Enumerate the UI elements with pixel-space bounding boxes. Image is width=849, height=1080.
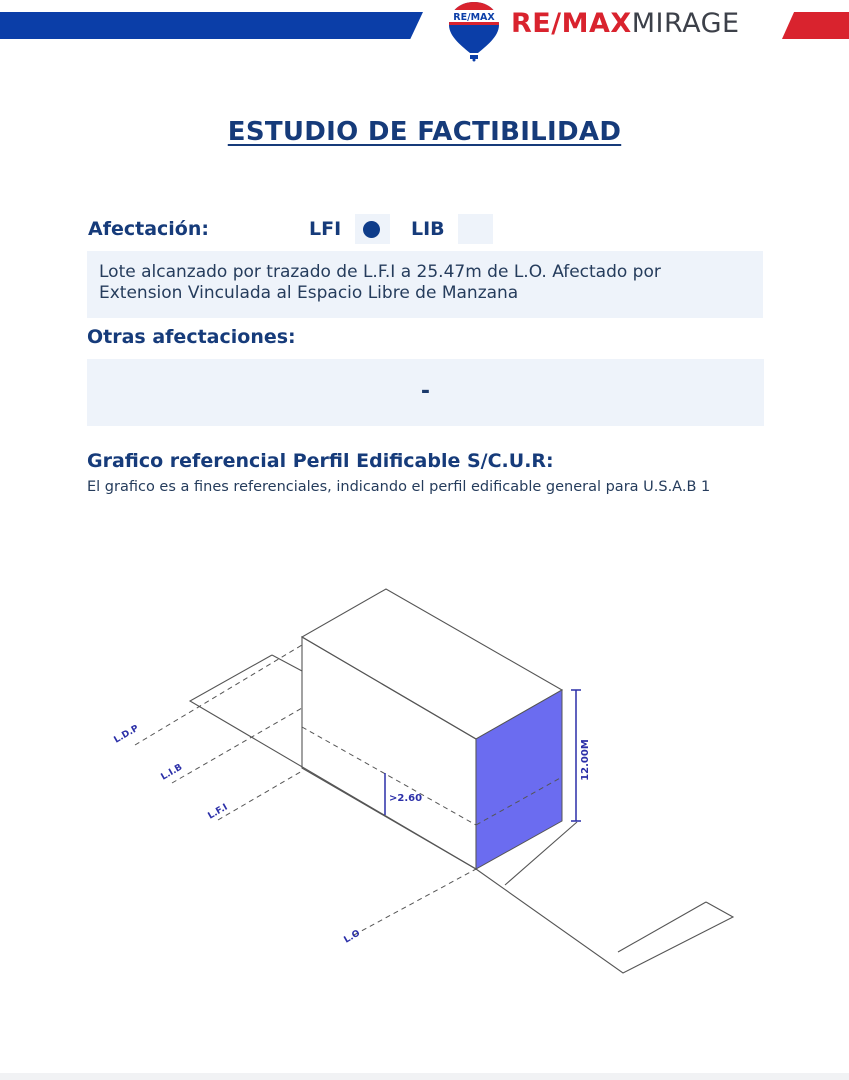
remax-balloon-logo-icon xyxy=(446,0,502,62)
brand-secondary: MIRAGE xyxy=(631,8,740,39)
lfi-dashed-line xyxy=(302,727,476,825)
afectacion-description-line1: Lote alcanzado por trazado de L.F.I a 25.47m de L.O. Afectado por xyxy=(99,262,661,282)
header-blue-bar xyxy=(0,12,423,39)
option-lfi-label: LFI xyxy=(309,218,342,240)
building-side-face xyxy=(302,637,476,869)
option-lfi-marker xyxy=(355,214,390,244)
min-height-label: >2.60 xyxy=(389,793,423,804)
selected-dot-icon xyxy=(363,221,380,238)
brand-wordmark xyxy=(511,8,740,40)
otras-afectaciones-box xyxy=(87,359,764,426)
ldp-dashed-line xyxy=(135,645,302,745)
page-bottom-edge xyxy=(0,1073,849,1080)
lib-dashed-line xyxy=(172,708,302,783)
ground-back-edge xyxy=(272,655,302,671)
otras-afectaciones-value: - xyxy=(420,379,431,404)
grafico-title: Grafico referencial Perfil Edificable S/C.U.R: xyxy=(87,450,554,472)
balloon-text: RE/MAX xyxy=(453,12,495,23)
ground-outline xyxy=(190,655,733,973)
lfi-dashed-line-left xyxy=(218,771,302,820)
grafico-subtitle: El grafico es a fines referenciales, indicando el perfil edificable general para U.S.A.B 1 xyxy=(87,479,711,495)
brand-primary: RE/MAX xyxy=(511,8,632,39)
header-red-bar xyxy=(782,12,849,39)
page-title: ESTUDIO DE FACTIBILIDAD xyxy=(227,117,622,147)
ground-front-line2 xyxy=(618,902,706,952)
afectacion-description-line2: Extension Vinculada al Espacio Libre de Manzana xyxy=(99,283,519,303)
building-front-face xyxy=(476,690,562,869)
afectacion-label: Afectación: xyxy=(88,218,209,240)
option-lib-marker xyxy=(458,214,493,244)
lib-label: L.I.B xyxy=(159,762,185,783)
ldp-label: L.D.P xyxy=(112,723,141,746)
option-lib-label: LIB xyxy=(411,218,445,240)
building-profile-diagram xyxy=(90,575,750,995)
otras-afectaciones-label: Otras afectaciones: xyxy=(87,326,296,348)
lo-dashed-line xyxy=(354,869,476,935)
height-label: 12.00M xyxy=(580,739,591,781)
lo-label: L.O xyxy=(342,928,363,946)
lfi-label: L.F.I xyxy=(206,802,230,822)
afectacion-description xyxy=(99,262,749,304)
